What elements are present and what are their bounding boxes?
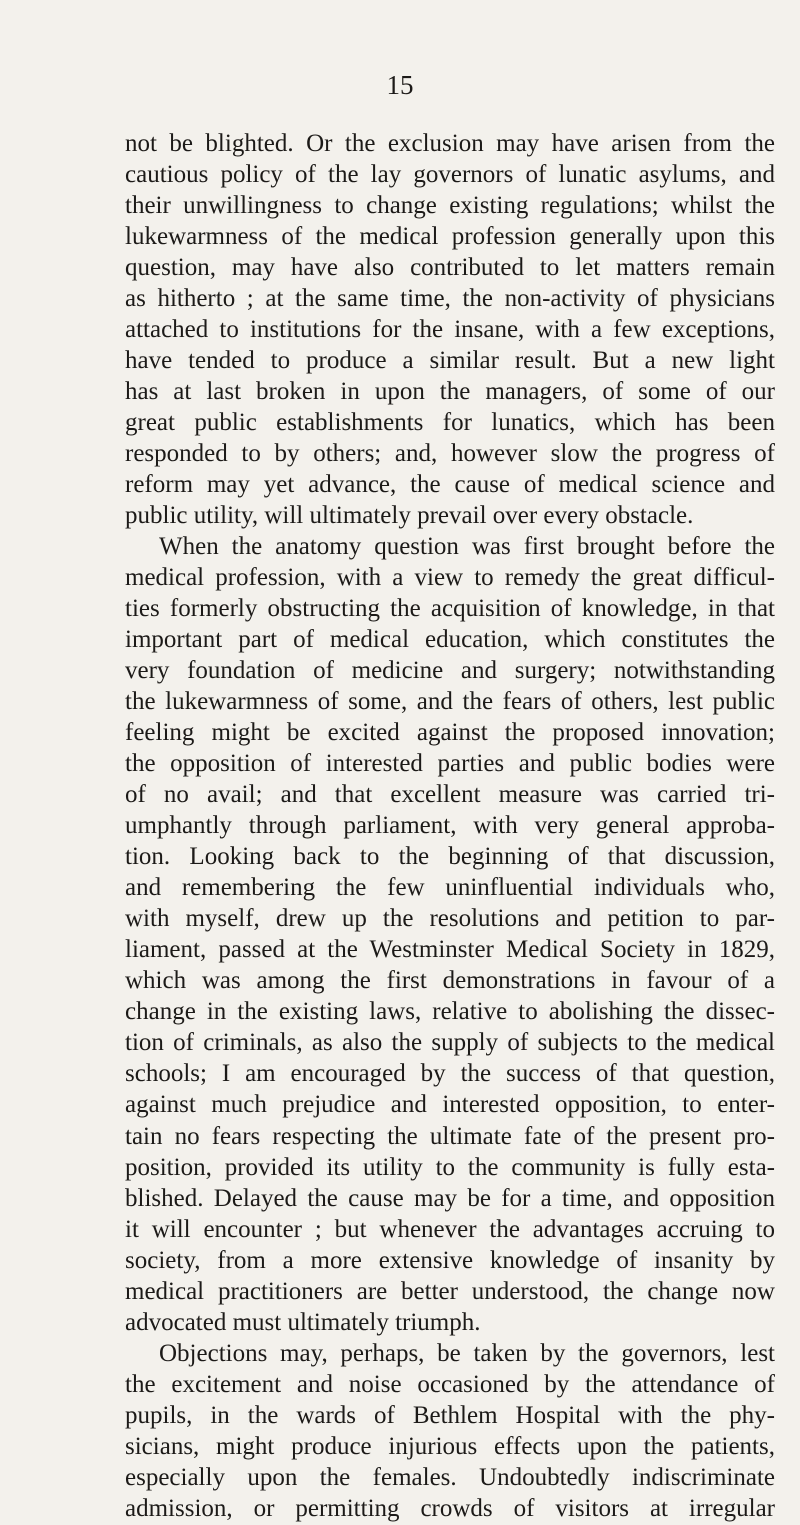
text-line: and remembering the few uninfluential individuals who, [125, 874, 775, 902]
text-line: admission, or permitting crowds of visitors at irregular [125, 1494, 775, 1522]
text-line: with myself, drew up the resolutions and petition to par- [125, 905, 775, 933]
text-line: feeling might be excited against the proposed innovation; [125, 719, 775, 747]
text-line: medical practitioners are better understood, the change now [125, 1277, 775, 1305]
text-line: very foundation of medicine and surgery; notwithstanding [125, 657, 775, 685]
text-line: which was among the first demonstrations in favour of a [125, 967, 775, 995]
text-line: society, from a more extensive knowledge of insanity by [125, 1246, 775, 1274]
text-line: ties formerly obstructing the acquisition of knowledge, in that [125, 595, 775, 623]
text-line: blished. Delayed the cause may be for a time, and opposition [125, 1184, 775, 1212]
text-line: not be blighted. Or the exclusion may have arisen from the [125, 130, 775, 157]
text-line: When the anatomy question was first brought before the [159, 533, 775, 561]
body-text [125, 128, 775, 1524]
text-line: sicians, might produce injurious effects upon the patients, [125, 1432, 775, 1460]
text-line: tain no fears respecting the ultimate fate of the present pro- [125, 1122, 775, 1150]
text-line: the opposition of interested parties and public bodies were [125, 750, 775, 778]
text-line: reform may yet advance, the cause of medical science and [125, 471, 775, 499]
text-line: medical profession, with a view to remedy the great difficul- [125, 564, 775, 592]
text-line: has at last broken in upon the managers, of some of our [125, 378, 775, 406]
text-line: Objections may, perhaps, be taken by the governors, lest [159, 1339, 775, 1367]
text-line: advocated must ultimately triumph. [125, 1308, 481, 1336]
text-line: the excitement and noise occasioned by the attendance of [125, 1370, 775, 1398]
text-line: umphantly through parliament, with very general approba- [125, 812, 775, 840]
text-line: their unwillingness to change existing regulations; whilst the [125, 192, 775, 220]
text-line: attached to institutions for the insane, with a few exceptions, [125, 316, 775, 344]
text-line: it will encounter ; but whenever the advantages accruing to [125, 1215, 775, 1243]
text-line: important part of medical education, which constitutes the [125, 626, 775, 654]
text-line: the lukewarmness of some, and the fears of others, lest public [125, 688, 775, 716]
page-number: 15 [386, 70, 414, 100]
text-line: especially upon the females. Undoubtedly indiscriminate [125, 1463, 775, 1491]
text-line: as hitherto ; at the same time, the non-activity of physicians [125, 285, 775, 313]
text-line: lukewarmness of the medical profession generally upon this [125, 223, 775, 251]
text-line: of no avail; and that excellent measure was carried tri- [125, 781, 775, 809]
text-line: pupils, in the wards of Bethlem Hospital with the phy- [125, 1401, 775, 1429]
text-line: cautious policy of the lay governors of lunatic asylums, and [125, 161, 775, 189]
text-line: tion of criminals, as also the supply of subjects to the medical [125, 1029, 775, 1057]
text-line: have tended to produce a similar result. But a new light [125, 347, 775, 375]
text-line: responded to by others; and, however slow the progress of [125, 440, 775, 468]
text-line: public utility, will ultimately prevail over every obstacle. [125, 502, 694, 530]
text-line: great public establishments for lunatics, which has been [125, 409, 775, 437]
text-line: change in the existing laws, relative to abolishing the dissec- [125, 998, 775, 1026]
text-line: against much prejudice and interested opposition, to enter- [125, 1091, 775, 1119]
text-line: tion. Looking back to the beginning of that discussion, [125, 843, 775, 871]
text-line: position, provided its utility to the community is fully esta- [125, 1153, 775, 1181]
text-line: liament, passed at the Westminster Medical Society in 1829, [125, 936, 775, 964]
text-line: schools; I am encouraged by the success of that question, [125, 1060, 775, 1088]
text-line: question, may have also contributed to let matters remain [125, 254, 775, 282]
